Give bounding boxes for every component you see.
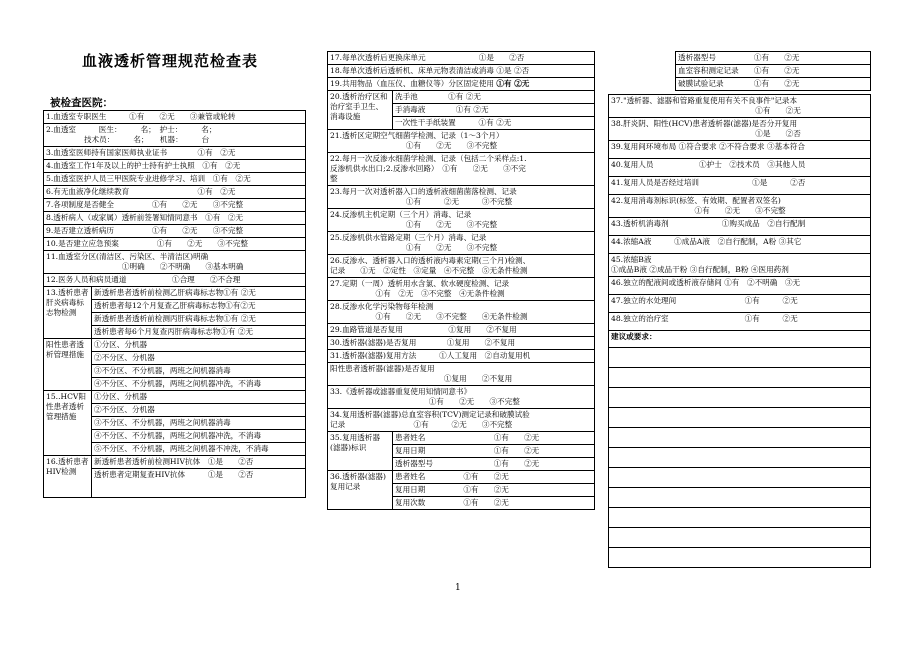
item-31: 31.透析器(滤器)复用方法 ①人工复用 ②自动复用机: [328, 350, 595, 363]
item-20-option: 洗手池 ①有 ②无: [393, 91, 595, 104]
table-row: [609, 548, 871, 568]
table-row: [328, 363, 595, 386]
item-4: 4.血透室工作1年及以上的护士持有护士执照 ①有 ②无: [44, 160, 306, 173]
table-row: [609, 528, 871, 548]
item-14-option: ①分区、分机器: [92, 339, 306, 352]
table-row: [609, 218, 871, 236]
item-15-option: ②不分区、分机器: [92, 404, 306, 417]
table-row: [676, 52, 871, 65]
item-42: 42.复用消毒剂标识(标签、有效期、配置者双签名) ①有 ②无 ③不完整: [609, 195, 871, 218]
item-13-label: 13.透析患者肝炎病毒标志物检测: [44, 287, 92, 339]
item-20-label: 20.透析治疗区和治疗室手卫生、消毒设施: [328, 91, 393, 130]
table-row: [44, 186, 306, 199]
table-row: [609, 118, 871, 141]
page-number: 1: [455, 583, 461, 593]
item-8: 8.透析病人（或家属）透析前签署知情同意书 ①有 ②无: [44, 212, 306, 225]
blank-row: [609, 368, 871, 388]
item-48: 48.独立的治疗室 ①有 ②无: [609, 313, 871, 331]
item-10: 10.是否建立应急预案 ①有 ②无 ③不完整: [44, 238, 306, 251]
item-37: 37."透析器、滤器和管路重复使用有关不良事件"记录本 ①有 ②无: [609, 95, 871, 118]
item-5: 5.血透室医护人员三甲医院专业进修学习、培训 ①有 ②无: [44, 173, 306, 186]
item-13-option: 新透析患者透析前检测丙肝病毒标志物①有 ②无: [92, 313, 306, 326]
item-35-option: 透析器型号 ①有 ②无: [393, 458, 595, 471]
item-30: 30.透析器(滤器)是否复用 ①复用 ②不复用: [328, 337, 595, 350]
checklist-table-3-top: [675, 51, 871, 91]
item-36-label: 36.透析器(滤器)复用记录: [328, 471, 393, 510]
item-22: 22.每月一次反渗水细菌学检测、记录（包括二个采样点:1. 反渗机供水出口;2.反渗水回路） ①有 ②无 ③不完 整: [328, 153, 595, 186]
table-row: [44, 147, 306, 160]
table-row: [609, 254, 871, 277]
item-40: 40.复用人员 ①护士 ②技术员 ③其他人员: [609, 159, 871, 177]
table-row: [328, 153, 595, 186]
table-row: [609, 159, 871, 177]
table-row: [609, 95, 871, 118]
table-row: [44, 173, 306, 186]
item-33: 33.《透析器或滤器重复使用知情同意书》 ①有 ②无 ③不完整: [328, 386, 595, 409]
table-row: [44, 238, 306, 251]
checklist-table-1: [43, 110, 306, 498]
blank-row: [609, 528, 871, 548]
item-13-option: 新透析患者透析前检测乙肝病毒标志物①有 ②无: [92, 287, 306, 300]
table-row: [328, 350, 595, 363]
table-row: [609, 313, 871, 331]
blank-row: [609, 508, 871, 528]
item-7: 7.各项制度是否健全 ①有 ②无 ③不完整: [44, 199, 306, 212]
table-row: [328, 232, 595, 255]
table-row: [328, 471, 595, 484]
table-row: [609, 388, 871, 408]
item-3: 3.血透室医师持有国家医师执业证书 ①有 ②无: [44, 147, 306, 160]
table-row: [609, 348, 871, 368]
table-row: [609, 508, 871, 528]
blank-row: [609, 388, 871, 408]
table-row: [676, 65, 871, 78]
item-6: 6.有无血液净化继续教育 ①有 ②无: [44, 186, 306, 199]
item-23: 23.每月一次对透析器入口的透析液细菌菌落检测、记录 ①有 ②无 ③不完整: [328, 186, 595, 209]
page-title: 血液透析管理规范检查表: [82, 52, 259, 70]
table-row: [609, 195, 871, 218]
table-row: [44, 199, 306, 212]
table-row: [44, 274, 306, 287]
item-44: 44.浓缩A液 ①成品A液 ②自行配制，A粉 ③其它: [609, 236, 871, 254]
item-15-label: 15..HCV阳性患者透析管理措施: [44, 391, 92, 456]
table-row: [44, 124, 306, 147]
table-row: [328, 186, 595, 209]
table-row: [328, 301, 595, 324]
item-36-option: 患者姓名 ①有 ②无: [393, 471, 595, 484]
item-17: 17.每单次透析后更换床单元 ①是 ②否: [328, 52, 595, 65]
table-row: [328, 255, 595, 278]
item-24: 24.反渗机主机定期（三个月）消毒、记录 ①有 ②无 ③不完整: [328, 209, 595, 232]
table-row: [44, 251, 306, 274]
item-13-option: 透析患者每12个月复查乙肝病毒标志物①有②无: [92, 300, 306, 313]
item-14-option: ③不分区、不分机器，两班之间机器消毒: [92, 365, 306, 378]
table-row: [328, 78, 595, 91]
checklist-table-2: [327, 51, 595, 510]
blank-row: [609, 348, 871, 368]
table-row: [328, 409, 595, 432]
item-16-option: 新透析患者透析前检测HIV抗体 ①是 ②否: [92, 456, 306, 469]
item-35-label: 35.复用透析器(滤器)标识: [328, 432, 393, 471]
table-row: [328, 337, 595, 350]
item-20-option: 手消毒液 ①有 ②无: [393, 104, 595, 117]
table-row: [44, 212, 306, 225]
table-row: [609, 468, 871, 488]
table-row: [609, 448, 871, 468]
table-row: [609, 295, 871, 313]
item-19-options: ①有 ②无: [496, 79, 530, 88]
item-15-option: ④不分区、不分机器，两班之间机器冲洗，不消毒: [92, 430, 306, 443]
item-13-option: 透析患者每6个月复查丙肝病毒标志物①有 ②无: [92, 326, 306, 339]
table-row: [328, 278, 595, 301]
item-19: 19.共用物品（血压仪、血糖仪等）分区固定使用 ①有 ②无: [328, 78, 595, 91]
table-row: [328, 209, 595, 232]
table-row: [609, 177, 871, 195]
item-14-option: ②不分区、分机器: [92, 352, 306, 365]
item-34: 34.复用透析器(滤器)总血室容积(TCV)测定记录和破膜试验 记录 ①有 ②无 ③不完整: [328, 409, 595, 432]
item-29: 29.血路管道是否复用 ①复用 ②不复用: [328, 324, 595, 337]
table-row: [609, 331, 871, 348]
item-47: 47.独立的水处理间 ①有 ②无: [609, 295, 871, 313]
table-row: [44, 160, 306, 173]
blank-row: [609, 468, 871, 488]
item-11: 11.血透室分区(清洁区、污染区、半清洁区)明确 ①明确 ②不明确 ③基本明确: [44, 251, 306, 274]
item-26: 26.反渗水、透析器入口的透析液内毒素定期(三个月)检测、 记录 ①无 ②定性 ③定量 ④不完整 ⑤无条件检测: [328, 255, 595, 278]
item-21: 21.透析区定期空气细菌学检测、记录（1～3个月） ①有 ②无 ③不完整: [328, 130, 595, 153]
table-row: [44, 391, 306, 404]
table-row: [328, 130, 595, 153]
table-row: [328, 52, 595, 65]
table-row: [328, 91, 595, 104]
table-row: [328, 432, 595, 445]
item-9: 9.是否建立透析病历 ①有 ②无 ③不完整: [44, 225, 306, 238]
blank-row: [609, 408, 871, 428]
item-14-option: ④不分区、不分机器，两班之间机器冲洗，不消毒: [92, 378, 306, 391]
table-row: [44, 287, 306, 300]
table-row: [44, 111, 306, 124]
item-35-option: 患者姓名 ①有 ②无: [393, 432, 595, 445]
blank-row: [609, 448, 871, 468]
table-row: [609, 236, 871, 254]
item-15-option: ①分区、分机器: [92, 391, 306, 404]
item-46: 46.独立的配液间或透析液存储间 ①有 ②不明确 ③无: [609, 277, 871, 295]
item-36-option: 复用日期 ①有 ②无: [393, 484, 595, 497]
table-row: [44, 225, 306, 238]
table-row: [328, 324, 595, 337]
item-15-option: ③不分区、不分机器，两班之间机器消毒: [92, 417, 306, 430]
hospital-label: 被检查医院：: [50, 97, 113, 109]
item-14-label: 阳性患者透析管理措施: [44, 339, 92, 391]
blank-row: [609, 488, 871, 508]
table-row: [328, 65, 595, 78]
item-36-option: 血室容积测定记录 ①有 ②无: [676, 65, 871, 78]
table-row: [676, 78, 871, 91]
table-row: [609, 488, 871, 508]
blank-row: [609, 548, 871, 568]
suggestion-label: 建议或要求：: [609, 331, 871, 348]
item-41: 41.复用人员是否经过培训 ①是 ②否: [609, 177, 871, 195]
table-row: [609, 368, 871, 388]
table-row: [44, 339, 306, 352]
item-35-option: 复用日期 ①有 ②无: [393, 445, 595, 458]
table-row: [44, 456, 306, 469]
checklist-table-3: [608, 94, 871, 568]
item-25: 25.反渗机供水管路定期（三个月）消毒、记录 ①有 ②无 ③不完整: [328, 232, 595, 255]
item-36-option: 复用次数 ①有 ②无: [393, 497, 595, 510]
item-18: 18.每单次透析后透析机、床单元物表清洁或消毒 ①是 ②否: [328, 65, 595, 78]
item-12: 12.医务人员和病员通道 ①合理 ②不合理: [44, 274, 306, 287]
table-row: [609, 277, 871, 295]
item-1: 1.血透室专职医生 ①有 ②无 ③兼管或轮转: [44, 111, 306, 124]
item-43: 43.透析机消毒剂 ①购买成品 ②自行配制: [609, 218, 871, 236]
table-row: [609, 428, 871, 448]
item-2: 2.血透室 医生： 名； 护士： 名； 技术员： 名； 机器： 台: [44, 124, 306, 147]
item-32: 阳性患者透析器(滤器)是否复用 ①复用 ②不复用: [328, 363, 595, 386]
item-27: 27.定期（一周）透析用水含氯、软水硬度检测、记录 ①有 ②无 ③不完整 ④无条件检测: [328, 278, 595, 301]
item-20-option: 一次性干手纸装置 ①有 ②无: [393, 117, 595, 130]
table-row: [609, 408, 871, 428]
item-16-option: 透析患者定期复查HIV抗体 ①是 ②否: [92, 469, 306, 498]
item-36-option: 破膜试验记录 ①有 ②无: [676, 78, 871, 91]
item-38: 38.肝炎阴、阳性(HCV)患者透析器(滤器)是否分开复用 ①是 ②否: [609, 118, 871, 141]
item-28: 28.反渗水化学污染物每年检测 ①有 ②无 ③不完整 ④无条件检测: [328, 301, 595, 324]
table-row: [328, 386, 595, 409]
item-45: 45.浓缩B液 ①成品B液 ②成品干粉 ③自行配制，B粉 ④医用药剂: [609, 254, 871, 277]
blank-row: [609, 428, 871, 448]
item-16-label: 16.透析患者HIV检测: [44, 456, 92, 498]
item-15-option: ⑤不分区、不分机器，两班之间机器不冲洗，不消毒: [92, 443, 306, 456]
item-36-option: 透析器型号 ①有 ②无: [676, 52, 871, 65]
item-39: 39.复用间环境布局 ①符合要求 ②不符合要求 ③基本符合: [609, 141, 871, 159]
table-row: [609, 141, 871, 159]
